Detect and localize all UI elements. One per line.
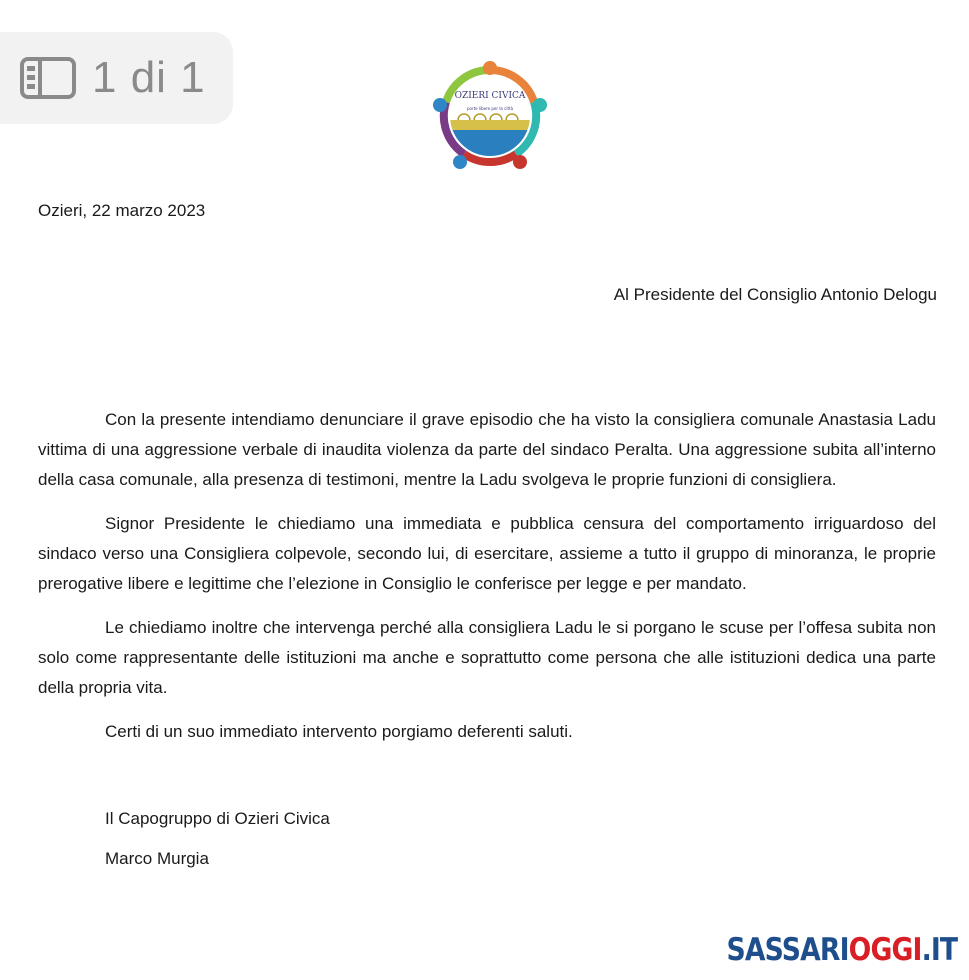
page-count: 1 di 1: [92, 53, 206, 102]
signature-block: [105, 805, 330, 885]
letter-recipient: Al Presidente del Consiglio Antonio Delogu: [613, 285, 937, 304]
logo-tagline: porte libere per la città: [466, 106, 514, 111]
logo-name: OZIERI CIVICA: [454, 91, 526, 101]
letter-body: [38, 405, 936, 761]
paragraph: Signor Presidente le chiediamo una immediata e pubblica censura del comportamento irriguardoso del sindaco verso una Consigliera colpevole, secondo lui, di esercitare, assieme a tutto il gruppo di minoranza, le proprie prerogative libere e legittime che l’elezione in Consiglio le conferisce per legge e per mandato.: [38, 514, 936, 593]
sassarioggi-watermark: SASSARIOGGI.IT: [726, 932, 957, 968]
signature-name: Marco Murgia: [105, 849, 209, 868]
paragraph: Con la presente intendiamo denunciare il grave episodio che ha visto la consigliera comunale Anastasia Ladu vittima di una aggressione verbale di inaudita violenza da parte del sindaco Peralta. Una aggressione subita all’interno della casa comunale, alla presenza di testimoni, mentre la Ladu svolgeva le proprie funzioni di consigliera.: [38, 410, 936, 489]
paragraph: Certi di un suo immediato intervento porgiamo deferenti saluti.: [105, 722, 573, 741]
ozieri-civica-logo: [428, 58, 552, 174]
letter-date: Ozieri, 22 marzo 2023: [38, 201, 206, 220]
page-icon: [20, 57, 76, 99]
page-indicator[interactable]: [0, 32, 233, 124]
paragraph: Le chiediamo inoltre che intervenga perché alla consigliera Ladu le si porgano le scuse per l’offesa subita non solo come rappresentante delle istituzioni ma anche e soprattutto come persona che alle istituzioni dedica una parte della propria vita.: [38, 618, 936, 697]
signature-title: Il Capogruppo di Ozieri Civica: [105, 809, 330, 828]
